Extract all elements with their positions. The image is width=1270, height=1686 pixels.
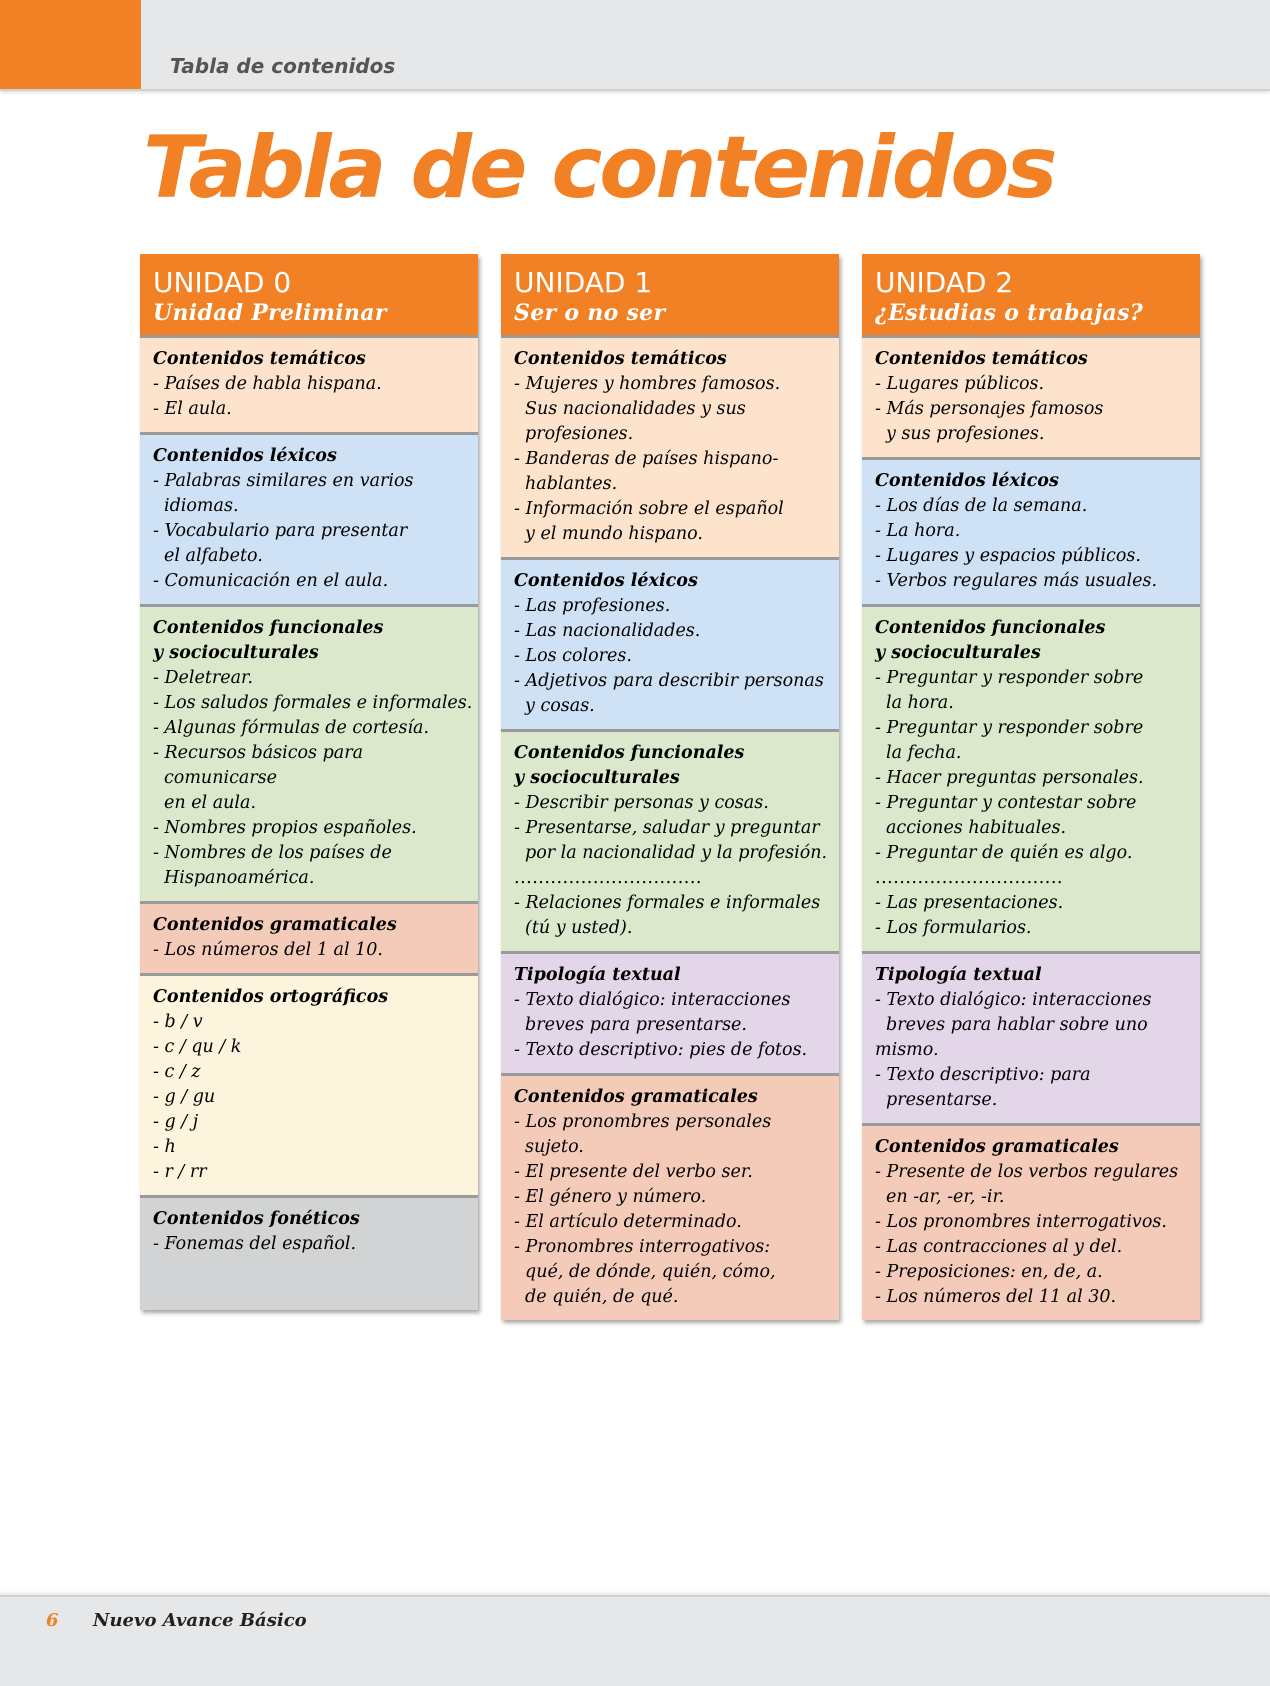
section-item: - Palabras similares en varios idiomas. [153,471,414,516]
section-title: Contenidos gramaticales [875,1137,1119,1157]
content-section [862,954,1200,1126]
section-title: Contenidos temáticos [514,349,727,369]
section-item: - Describir personas y cosas. [514,793,769,813]
section-item: - Nombres propios españoles. [153,818,417,838]
section-item: - Banderas de países hispano- hablantes. [514,449,779,494]
section-item: - Presentarse, saludar y preguntar por la nacionalidad y la profesión. [514,818,828,863]
dotted-separator: ............................... [514,868,702,888]
section-item: - Lugares y espacios públicos. [875,546,1141,566]
section-item: - Preposiciones: en, de, a. [875,1262,1103,1282]
section-item: - Los pronombres personales sujeto. [514,1112,772,1157]
content-section [140,435,478,607]
page-footer [0,1595,1270,1686]
section-item: - Nombres de los países de Hispanoamérica. [153,843,392,888]
section-item: - h [153,1137,176,1157]
content-section [862,1126,1200,1320]
section-item: - Las contracciones al y del. [875,1237,1123,1257]
section-item: - Relaciones formales e informales (tú y usted). [514,893,821,938]
section-title: Contenidos funcionales y socioculturales [514,743,745,788]
section-item: - Los días de la semana. [875,496,1088,516]
section-item: - Los pronombres interrogativos. [875,1212,1167,1232]
section-item: - La hora. [875,521,961,541]
section-item: - Presente de los verbos regulares en -ar, -er, -ir. [875,1162,1179,1207]
section-item: - El artículo determinado. [514,1212,742,1232]
section-item: - Preguntar y contestar sobre acciones habituales. [875,793,1137,838]
section-item: - Los números del 1 al 10. [153,940,383,960]
section-item: - Preguntar y responder sobre la hora. [875,668,1144,713]
section-title: Contenidos funcionales y socioculturales [153,618,384,663]
header-accent-tab [0,0,141,89]
section-item: - Pronombres interrogativos: qué, de dónde, quién, cómo, de quién, de qué. [514,1237,776,1307]
section-title: Tipología textual [514,965,681,985]
content-section [501,732,839,954]
section-item: - El género y número. [514,1187,707,1207]
section-title: Contenidos gramaticales [514,1087,758,1107]
section-item: - g / j [153,1112,199,1132]
section-item: - g / gu [153,1087,216,1107]
section-title: Tipología textual [875,965,1042,985]
section-item: - Verbos regulares más usuales. [875,571,1158,591]
running-title: Tabla de contenidos [170,54,396,78]
section-title: Contenidos léxicos [875,471,1059,491]
section-item: - Fonemas del español. [153,1234,357,1254]
section-title: Contenidos léxicos [153,446,337,466]
section-item: - Texto dialógico: interacciones breves para hablar sobre uno [875,990,1152,1035]
section-item: - Recursos básicos para comunicarse en el aula. [153,743,364,813]
section-item: - r / rr [153,1162,207,1182]
section-item: - El presente del verbo ser. [514,1162,753,1182]
content-section [140,607,478,904]
section-title: Contenidos fonéticos [153,1209,360,1229]
section-item: - Hacer preguntas personales. [875,768,1144,788]
unit-name: ¿Estudias o trabajas? [875,300,1144,326]
unit-number: UNIDAD 0 [153,266,292,299]
unit-header [501,254,839,338]
unit-column-1 [501,254,839,1320]
content-section [140,976,478,1198]
section-item: - Texto descriptivo: pies de fotos. [514,1040,808,1060]
content-section [501,560,839,732]
section-item: - Lugares públicos. [875,374,1045,394]
unit-sections [140,338,478,1310]
unit-name: Ser o no ser [514,300,666,326]
section-title: Contenidos temáticos [875,349,1088,369]
section-title: Contenidos ortográficos [153,987,389,1007]
section-item: - Deletrear. [153,668,254,688]
section-item: - c / qu / k [153,1037,242,1057]
content-section [501,1076,839,1320]
section-title: Contenidos léxicos [514,571,698,591]
section-item: - Mujeres y hombres famosos. Sus nacionalidades y sus profesiones. [514,374,781,444]
top-header-bar [0,0,1270,91]
section-title: Contenidos funcionales y socioculturales [875,618,1106,663]
section-item: - El aula. [153,399,232,419]
section-item: - Los colores. [514,646,632,666]
section-item: - Las profesiones. [514,596,671,616]
section-item: - Preguntar de quién es algo. [875,843,1133,863]
content-section [862,607,1200,954]
section-item: - Las nacionalidades. [514,621,701,641]
section-item: - Preguntar y responder sobre la fecha. [875,718,1144,763]
section-item: - Información sobre el español y el mundo hispano. [514,499,784,544]
section-item: - Países de habla hispana. [153,374,382,394]
content-section [501,954,839,1076]
section-item: - Los formularios. [875,918,1032,938]
content-section [501,338,839,560]
section-item: - c / z [153,1062,201,1082]
section-item: - Vocabulario para presentar el alfabeto. [153,521,408,566]
unit-column-2 [862,254,1200,1320]
section-item: - Adjetivos para describir personas y cosas. [514,671,824,716]
section-item: - Texto dialógico: interacciones breves para presentarse. [514,990,791,1035]
unit-number: UNIDAD 2 [875,266,1014,299]
unit-sections [862,338,1200,1320]
section-item: - Los números del 11 al 30. [875,1287,1117,1307]
section-item: mismo. [875,1040,939,1060]
section-item: - b / v [153,1012,203,1032]
dotted-separator: ............................... [875,868,1063,888]
unit-sections [501,338,839,1320]
unit-header [140,254,478,338]
content-section [862,460,1200,607]
section-title: Contenidos gramaticales [153,915,397,935]
unit-number: UNIDAD 1 [514,266,653,299]
section-item: - Comunicación en el aula. [153,571,389,591]
section-item: - Más personajes famosos y sus profesiones. [875,399,1104,444]
section-item: - Texto descriptivo: para presentarse. [875,1065,1091,1110]
content-section [140,904,478,976]
section-item: - Algunas fórmulas de cortesía. [153,718,430,738]
book-title: Nuevo Avance Básico [93,1610,307,1631]
section-title: Contenidos temáticos [153,349,366,369]
unit-header [862,254,1200,338]
content-section [140,338,478,435]
page-number: 6 [46,1610,59,1631]
unit-column-0 [140,254,478,1310]
page-title: Tabla de contenidos [143,118,1055,218]
section-item: - Las presentaciones. [875,893,1064,913]
content-section [140,1198,478,1310]
content-section [862,338,1200,460]
section-item: - Los saludos formales e informales. [153,693,473,713]
unit-name: Unidad Preliminar [153,300,387,326]
